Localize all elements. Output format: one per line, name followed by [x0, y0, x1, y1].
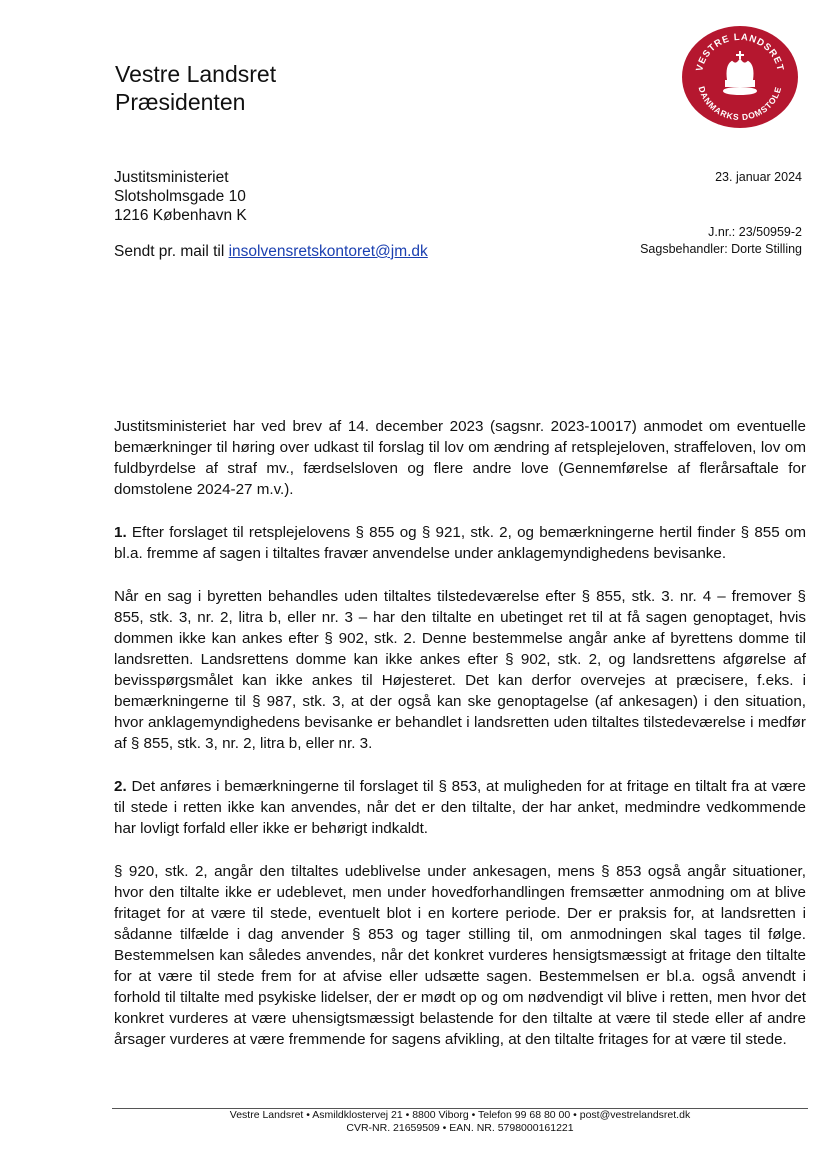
case-handler: Sagsbehandler: Dorte Stilling — [640, 242, 802, 256]
recipient-city: 1216 København K — [114, 207, 247, 224]
paragraph: 1. Efter forslaget til retsplejelovens § 855 og § 921, stk. 2, og bemærkningerne hertil finder § 855 om bl.a. fremme af sagen i tiltaltes fravær anvendelse under anklagemyndighedens bevisanke. — [114, 524, 806, 562]
journal-number: J.nr.: 23/50959-2 — [708, 225, 802, 239]
svg-text:VESTRE LANDSRET: VESTRE LANDSRET — [694, 31, 786, 73]
letter-body — [114, 416, 806, 1072]
email-link[interactable]: insolvensretskontoret@jm.dk — [228, 243, 428, 260]
section-number: 1. — [114, 524, 127, 541]
sent-by-mail-line — [114, 242, 428, 261]
footer — [112, 1109, 808, 1135]
letter-date: 23. januar 2024 — [715, 170, 802, 184]
sent-prefix: Sendt pr. mail til — [114, 243, 229, 260]
svg-text:DANMARKS DOMSTOLE: DANMARKS DOMSTOLE — [696, 85, 784, 123]
footer-ids: CVR-NR. 21659509 • EAN. NR. 5798000161221 — [346, 1122, 574, 1134]
paragraph: 2. Det anføres i bemærkningerne til forslaget til § 853, at muligheden for at fritage en tiltalt fra at være til stede i retten ikke kan anvendes, når det er den tiltalte, der har anket, medmindre vedkommende har lovligt forfald eller ikke er behørigt indkaldt. — [114, 778, 806, 837]
office-name: Præsidenten — [115, 89, 246, 115]
footer-contact: Vestre Landsret • Asmildklostervej 21 • 8800 Viborg • Telefon 99 68 80 00 • post@vestrelandsret.dk — [229, 1109, 691, 1121]
letterhead — [115, 60, 276, 116]
court-name: Vestre Landsret — [115, 61, 277, 87]
paragraph: § 920, stk. 2, angår den tiltaltes udeblivelse under ankesagen, mens § 853 også angår situationer, hvor den tiltalte ikke er udeblevet, men under hovedforhandlingen fremsætter anmodning om at blive fritaget for at være til stede, eventuelt blot i en kortere periode. Der er praksis for, at landsretten i sådanne tilfælde i dag anvender § 853 og tager stilling til, om anmodningen skal tages til følge. Bestemmelsen kan således anvendes, når det konkret vurderes hensigtsmæssigt at fritage den tiltalte for at være til stede frem for at afvise eller udsætte sagen. Bestemmelsen er bl.a. også anvendt i forhold til tiltalte med psykiske lidelser, der er mødt op og om nødvendigt vil blive i retten, men hvor det konkret vurderes at være uhensigtsmæssigt belastende for den tiltalte at være til stede eller af andre årsager vurderes at være fremmende for sagens afvikling, at den tiltalte fritages for at være til stede. — [114, 863, 806, 1048]
recipient-name: Justitsministeriet — [114, 169, 229, 186]
reference-block — [522, 224, 802, 258]
paragraph: Når en sag i byretten behandles uden tiltaltes tilstedeværelse efter § 855, stk. 3. nr. 4 – fremover § 855, stk. 3, nr. 2, litra b, eller nr. 3 – har den tiltalte en ubetinget ret til at få sagen genoptaget, hvis dommen ikke kan ankes efter § 902, stk. 2. Denne bestemmelse angår anke af byrettens domme til landsretten. Landsrettens domme kan ikke ankes efter § 902, stk. 2, og landsrettens afgørelse af bevisspørgsmålet kan ikke ankes til Højesteret. Det kan derfor overvejes at præcisere, f.eks. i bemærkningerne til § 987, stk. 3, at der også kan ske genoptagelse (af ankesagen) i den situation, hvor anklagemyndighedens bevisanke er behandlet i landsretten uden tiltaltes tilstedeværelse i medfør af § 855, stk. 3, nr. 2, litra b, eller nr. 3. — [114, 588, 806, 752]
section-number: 2. — [114, 778, 127, 795]
recipient-address — [114, 168, 247, 225]
paragraph: Justitsministeriet har ved brev af 14. december 2023 (sagsnr. 2023-10017) anmodet om eventuelle bemærkninger til høring over udkast til forslag til lov om ændring af retsplejeloven, straffeloven, lov om fuldbyrdelse af straf mv., færdselsloven og flere andre love (Gennemførelse af flerårsaftale for domstolene 2024-27 m.v.). — [114, 418, 806, 498]
court-seal-logo — [680, 24, 800, 130]
recipient-street: Slotsholmsgade 10 — [114, 188, 246, 205]
